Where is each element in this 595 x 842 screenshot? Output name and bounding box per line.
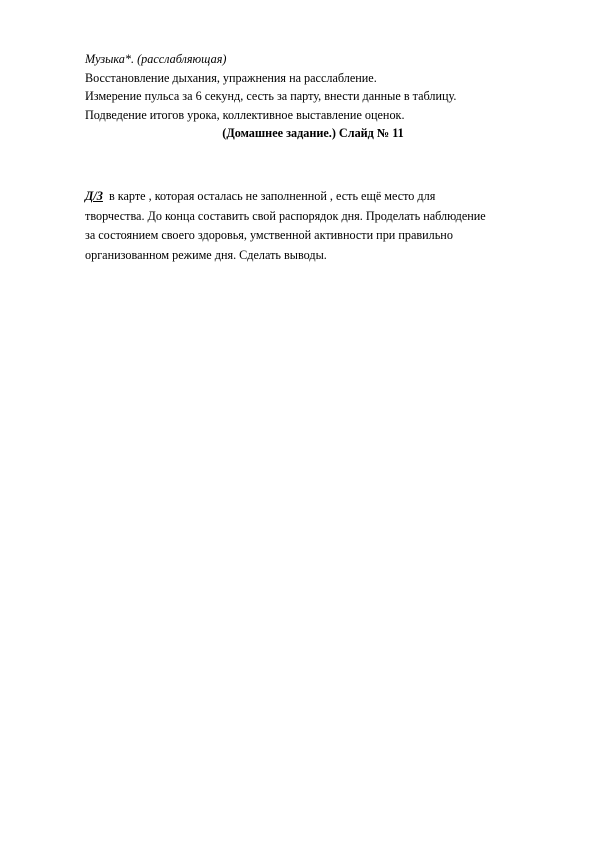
homework-paragraph: [85, 187, 525, 265]
homework-tag: Д/З: [85, 189, 103, 203]
homework-line-1-text: в карте , которая осталась не заполненной , есть ещё место для: [105, 189, 436, 203]
homework-line-4: организованном режиме дня. Сделать выводы.: [85, 247, 327, 262]
homework-line-3: за состоянием своего здоровья, умственной активности при правильно: [85, 228, 453, 242]
breathing-line: Восстановление дыхания, упражнения на расслабление.: [85, 70, 377, 85]
homework-line-2: творчества. До конца составить свой распорядок дня. Проделать наблюдение: [85, 208, 486, 223]
homework-heading: (Домашнее задание.) Слайд № 11: [222, 126, 404, 140]
lesson-steps-block: [85, 50, 525, 143]
music-line: Музыка*. (расслабляющая): [85, 52, 227, 66]
summary-line: Подведение итогов урока, коллективное выставление оценок.: [85, 107, 405, 122]
pulse-line: Измерение пульса за 6 секунд, сесть за парту, внести данные в таблицу.: [85, 89, 457, 103]
homework-line-1: [85, 187, 525, 207]
